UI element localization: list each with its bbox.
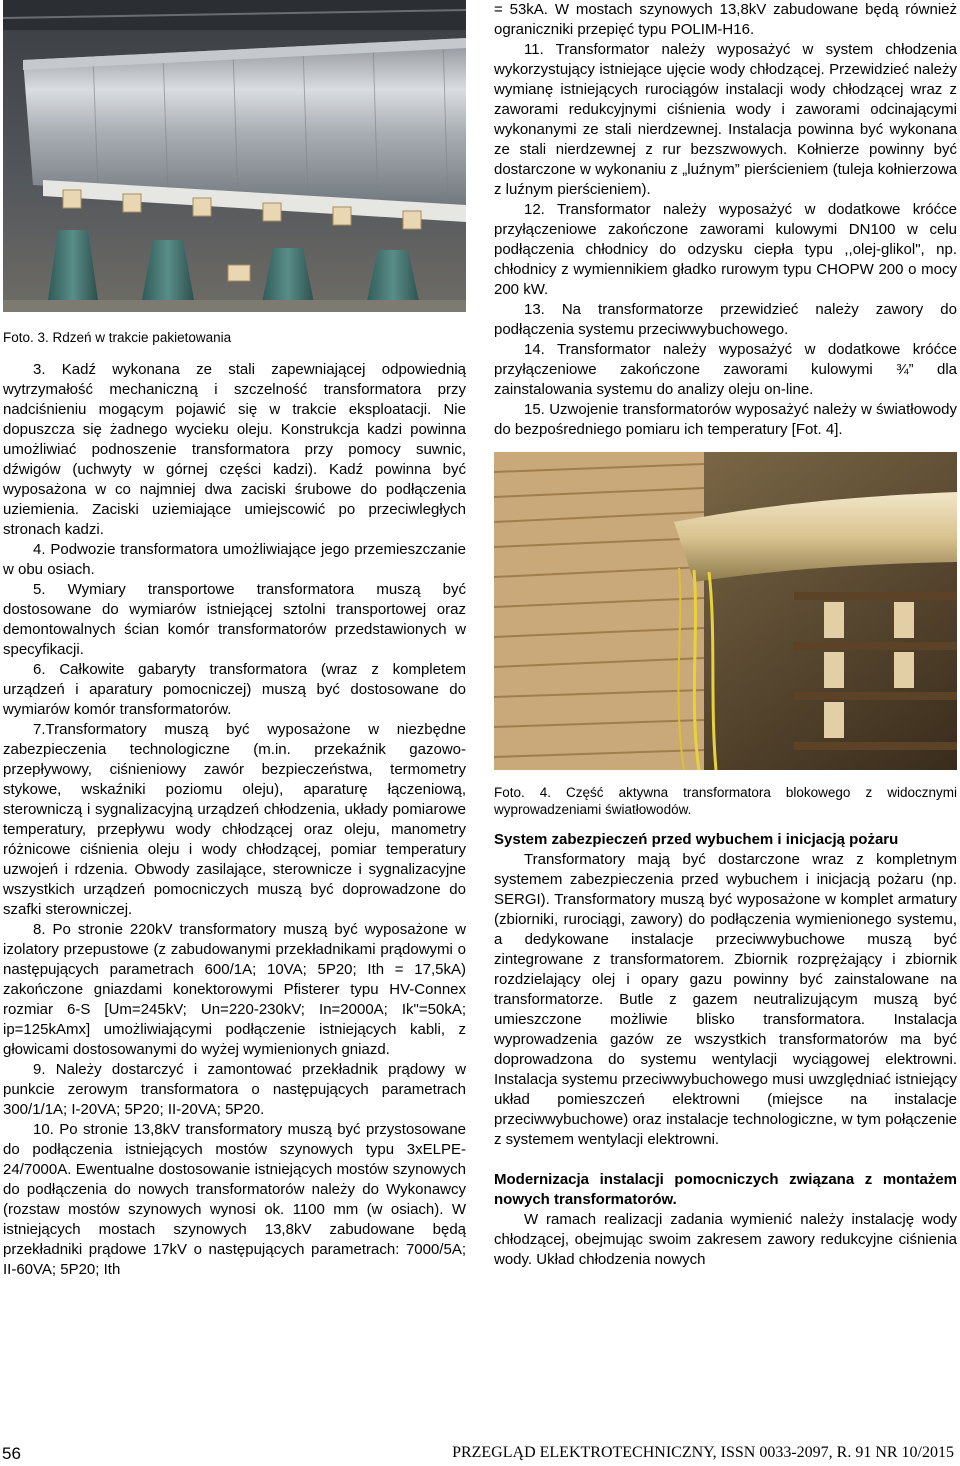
paragraph-12: 12. Transformator należy wyposażyć w dodatkowe króćce przyłączeniowe zakończone zaworami kulowymi DN100 w celu podłączenia chłodnicy do odzysku ciepła typu ,,olej-glikol", np. chłodnicy z wymiennikiem gładko rurowym typu CHOPW 200 o mocy 200 kW. [494, 201, 957, 298]
right-column [494, 0, 957, 1270]
paragraph-3: 3. Kadź wykonana ze stali zapewniającej odpowiednią wytrzymałość mechaniczną i szczelność transformatora przy nadciśnieniu mogącym pojawić się w trakcie eksploatacji. Nie dopuszcza się żadnego wycieku oleju. Konstrukcja kadzi powinna umożliwiać podnoszenie transformatora przy pomocy suwnic, dźwigów (uchwyty w górnej części kadzi). Kadź powinna być wyposażona w co najmniej dwa zaciski śrubowe do podłączenia uziemienia. Zaciski uziemiające umiejscowić po przeciwległych stronach kadzi. [3, 361, 466, 538]
paragraph-9: 9. Należy dostarczyć i zamontować przekładnik prądowy w punkcie zerowym transformatora o następujących parametrach 300/1/1A; I-20VA; 5P20; II-20VA; 5P20. [3, 1061, 466, 1118]
left-column [3, 0, 466, 1280]
paragraph-10-cont: = 53kA. W mostach szynowych 13,8kV zabudowane będą również ograniczniki przepięć typu POLIM-H16. [494, 1, 957, 38]
paragraph-4: 4. Podwozie transformatora umożliwiające jego przemieszczanie w obu osiach. [3, 541, 466, 578]
section-explosion-protection-text: Transformatory mają być dostarczone wraz z kompletnym systemem zabezpieczenia przed wybuchem i inicjacją pożaru (np. SERGI). Transformatory muszą być wyposażone w komplet armatury (zbiorniki, rurociągi, zawory) do podłączenia wymienionego systemu, a dedykowane instalacje przeciwwybuchowe muszą być zintegrowane z transformatorem. Zbiornik rozprężający i zbiornik rozdzielający olej i opary gazu powinny być zainstalowane na transformatorze. Butle z gazem neutralizującym muszą być umieszczone możliwie blisko transformatora. Instalacja wyprowadzenia gazów ze wszystkich transformatorów ma być doprowadzona do systemu wentylacji wyciągowej elektrowni. Instalacja systemu przeciwwybuchowego musi uwzględniać istniejący układ pomieszczeń elektrowni (miejsce na instalacje przeciwwybuchowe) oraz instalacje technologiczne, w tym połączenie z systemem wentylacji elektrowni. [494, 851, 957, 1148]
paragraph-15: 15. Uzwojenie transformatorów wyposażyć należy w światłowody do bezpośredniego pomiaru ich temperatury [Fot. 4]. [494, 401, 957, 438]
paragraph-14: 14. Transformator należy wyposażyć w dodatkowe króćce przyłączeniowe zakończone zaworami kulowymi ¾” dla zainstalowania systemu do analizy oleju on-line. [494, 341, 957, 398]
photo3-caption: Foto. 3. Rdzeń w trakcie pakietowania [3, 330, 232, 345]
photo4-caption: Foto. 4. Część aktywna transformatora blokowego z widocznymi wyprowadzeniami światłowodów. [494, 785, 957, 817]
section-modernization-text: W ramach realizacji zadania wymienić należy instalację wody chłodzącej, obejmując swoim zakresem zawory redukcyjne ciśnienia wody. Układ chłodzenia nowych [494, 1211, 957, 1268]
paragraph-11: 11. Transformator należy wyposażyć w system chłodzenia wykorzystujący istniejące ujęcie wody chłodzącej. Przewidzieć należy wymianę istniejących rurociągów instalacji wody chłodzącej wraz z zaworami redukcyjnymi ciśnienia wody i zaworami odcinającymi wykonanymi ze stali nierdzewnej. Instalacja powinna być wykonana ze stali nierdzewnej z rur bezszwowych. Kołnierze powinny być dostarczone w wykonaniu z „luźnym” pierścieniem (tuleja kołnierzowa z luźnym pierścieniem). [494, 41, 957, 198]
paragraph-7: 7.Transformatory muszą być wyposażone w niezbędne zabezpieczenia technologiczne (m.in. przekaźnik gazowo-przepływowy, ciśnieniowy zawór bezpieczeństwa, termometry stykowe, wskaźniki poziomu oleju), aparaturę łączeniową, sterowniczą i sygnalizacyjną urządzeń chłodzenia, układy pomiarowe temperatury, przepływu wody chłodzącej oraz oleju, manometry różnicowe ciśnienia oleju i wody chłodzącej, pomiar temperatury uzwojeń i rdzenia. Obwody zasilające, sterownicze i sygnalizacyjne wszystkich urządzeń pomocniczych muszą być doprowadzone do szafki sterowniczej. [3, 721, 466, 918]
paragraph-13: 13. Na transformatorze przewidzieć należy zawory do podłączenia systemu przeciwwybuchowego. [494, 301, 957, 338]
photo-active-part [494, 452, 957, 770]
paragraph-8: 8. Po stronie 220kV transformatory muszą być wyposażone w izolatory przepustowe (z zabudowanymi przekładnikami prądowymi o następujących parametrach 600/1A; 10VA; 5P20; Ith = 17,5kA) zakończone gniazdami konektorowymi Pfisterer typu HV-Connex rozmiar 6-S [Um=245kV; Un=220-230kV; In=2000A; Ik"=50kA; ip=125kAmx] umożliwiającymi podłączenie istniejących kabli, z głowicami dostosowanymi do wyżej wymienionych gniazd. [3, 921, 466, 1058]
paragraph-6: 6. Całkowite gabaryty transformatora (wraz z kompletem urządzeń i aparatury pomocniczej) muszą być dostosowane do wymiarów komór transformatorów. [3, 661, 466, 718]
paragraph-10: 10. Po stronie 13,8kV transformatory muszą być przystosowane do podłączenia istniejących mostów szynowych typu 3xELPE-24/7000A. Ewentualne dostosowanie istniejących mostów szynowych do podłączenia do nowych transformatorów należy do Wykonawcy (rozstaw mostów szynowych wynosi ok. 1100 mm (w osiach). W istniejących mostach szynowych 13,8kV zabudowane będą przekładniki prądowe 17kV o następujących parametrach: 7000/5A; II-60VA; 5P20; Ith [3, 1121, 466, 1278]
right-top-paragraphs [494, 0, 957, 440]
section-explosion-protection-heading: System zabezpieczeń przed wybuchem i inicjacją pożaru [494, 831, 899, 848]
journal-footer: PRZEGLĄD ELEKTROTECHNICZNY, ISSN 0033-2097, R. 91 NR 10/2015 [452, 1444, 954, 1461]
photo-core-stacking [3, 0, 466, 312]
page-number: 56 [2, 1444, 21, 1463]
paragraph-5: 5. Wymiary transportowe transformatora muszą być dostosowane do wymiarów istniejącej sztolni transportowej oraz demontowalnych ścian komór transformatorów przedstawionych w specyfikacji. [3, 581, 466, 658]
left-paragraphs [3, 360, 466, 1280]
section-modernization-heading: Modernizacja instalacji pomocniczych związana z montażem nowych transformatorów. [494, 1171, 957, 1208]
